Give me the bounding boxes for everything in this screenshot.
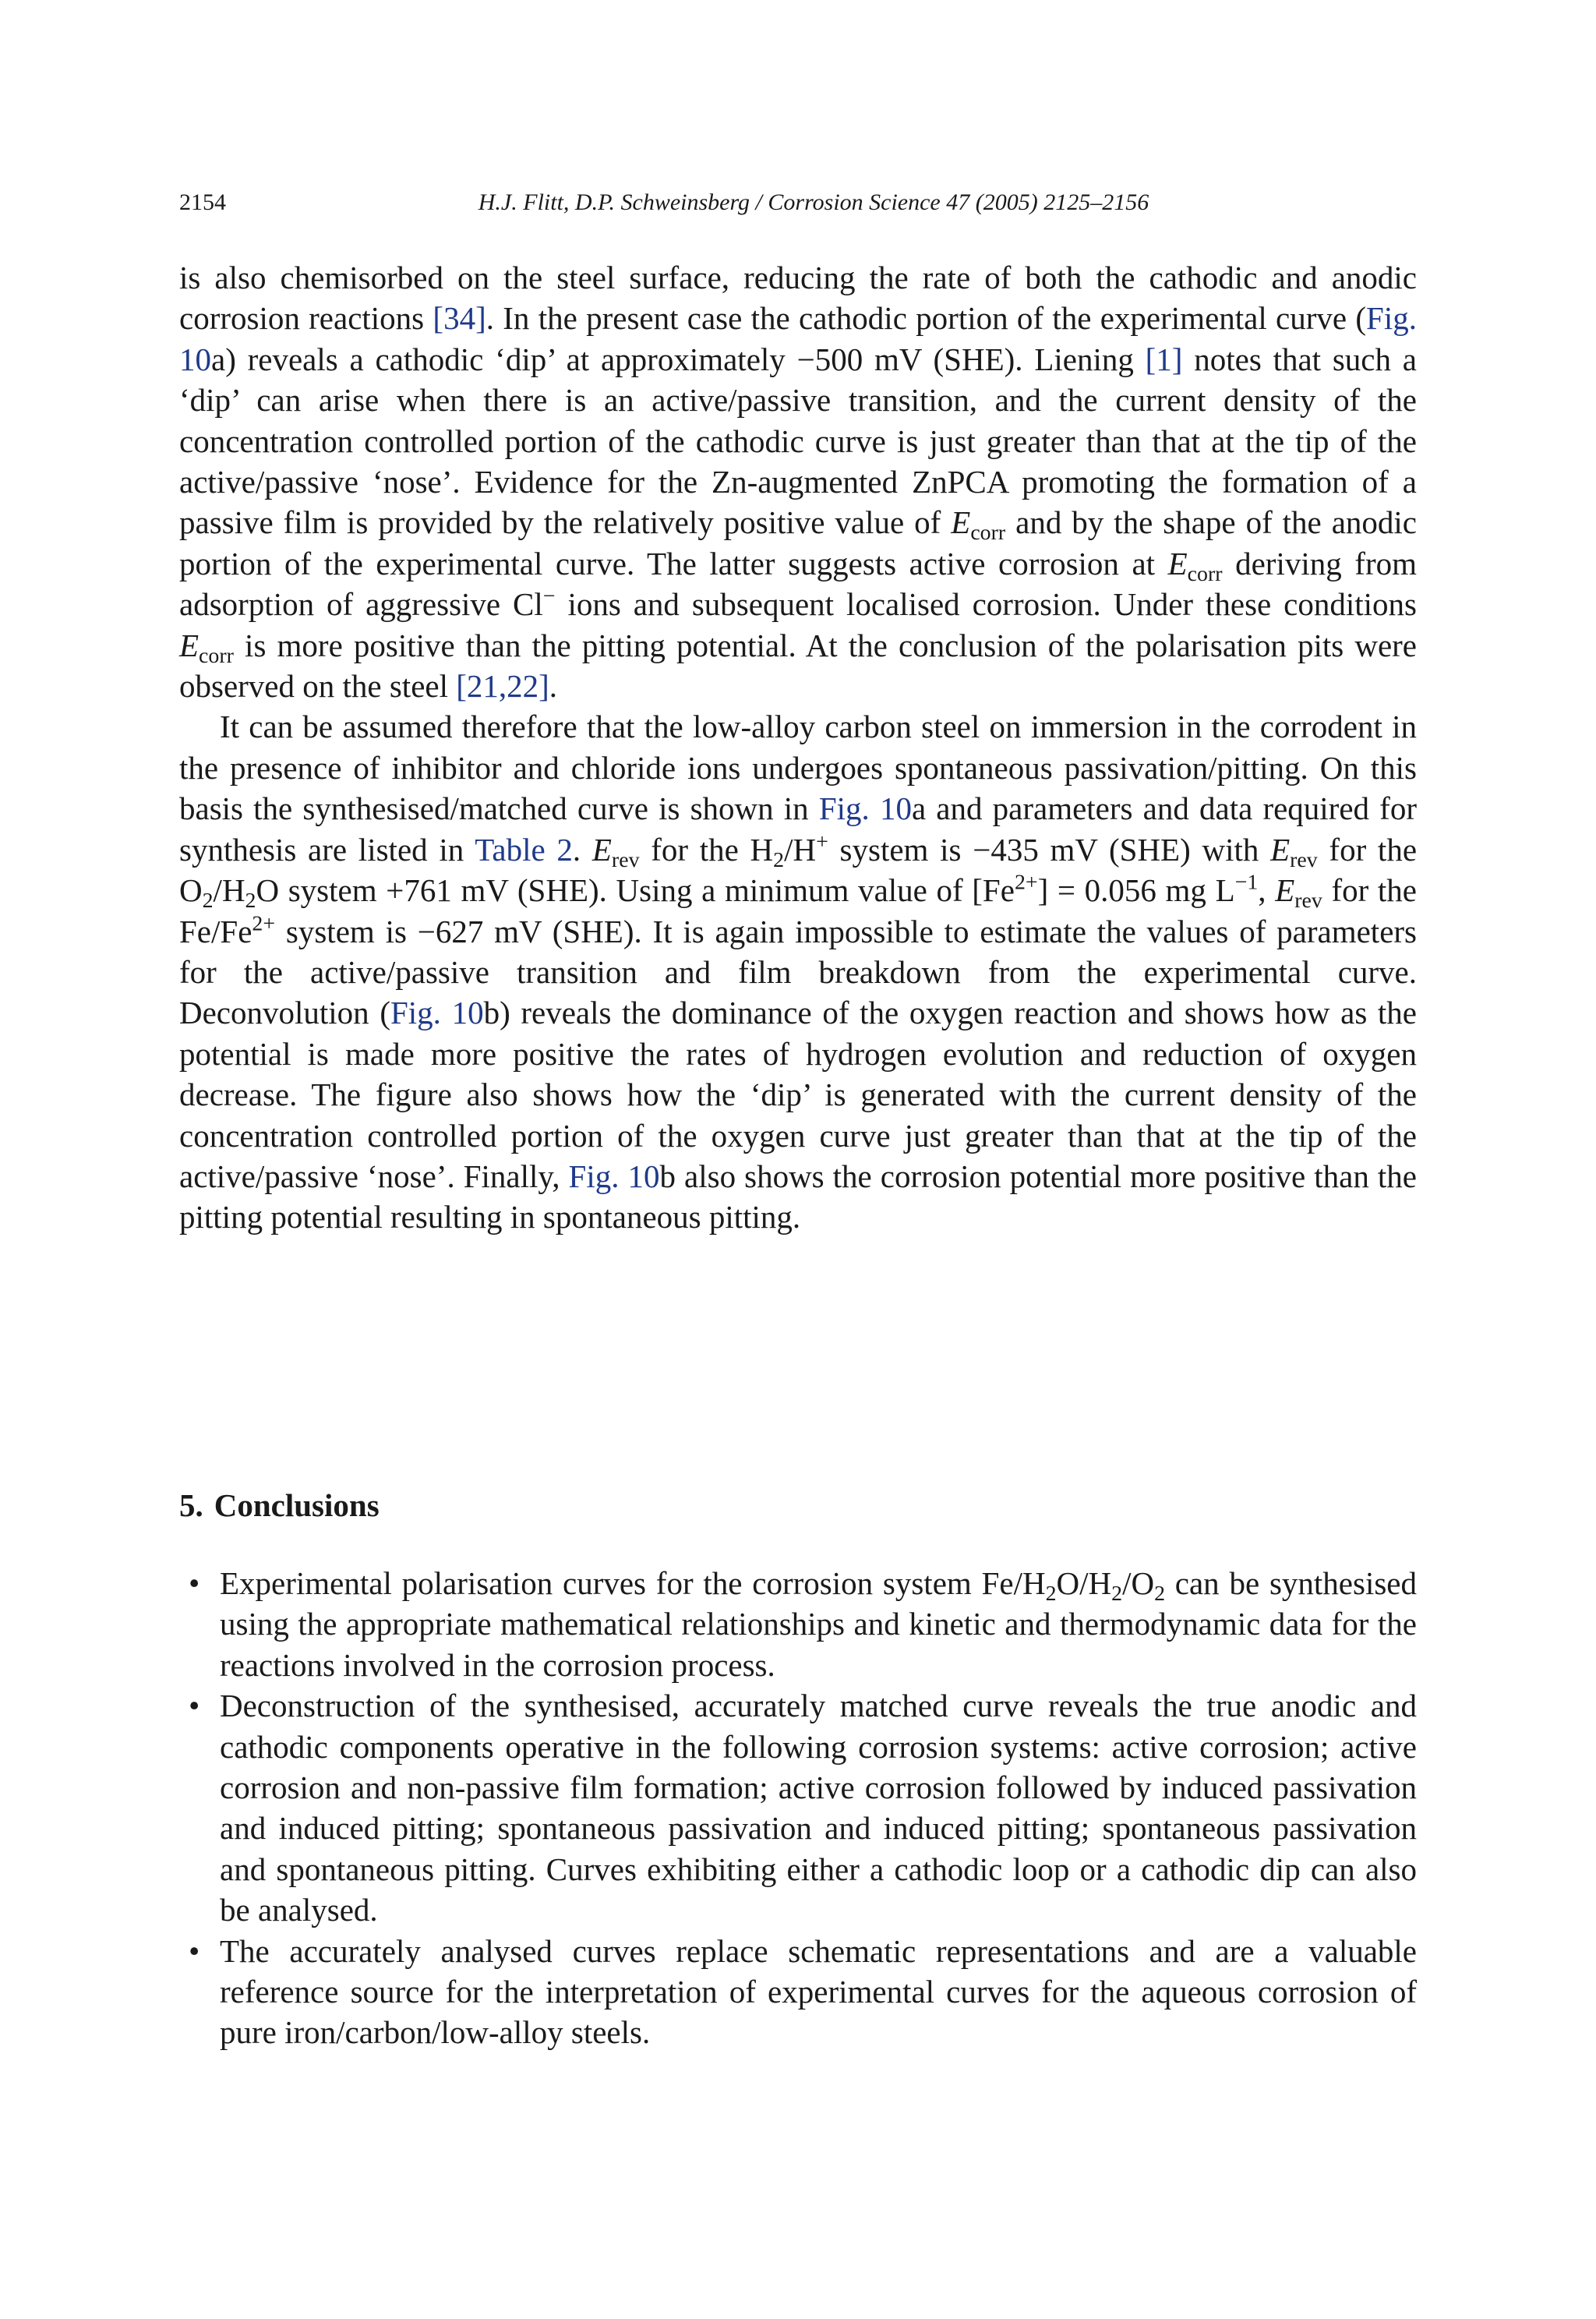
figure-link-10b[interactable]: Fig. 10 — [568, 1158, 660, 1194]
conclusions-list — [179, 1563, 1417, 2053]
list-item: • Deconstruction of the synthesised, accurately matched curve reveals the true anodic and cathodic components operative in the following corrosion systems: active corrosion; active corrosion and non-passive film formation; active corrosion followed by induced passivation and induced pitting; spontaneous passivation and induced pitting; spontaneous passivation and spontaneous pitting. Curves exhibiting either a cathodic loop or a cathodic dip can also be analysed. — [179, 1685, 1417, 1930]
paragraph-1: is also chemisorbed on the steel surface, reducing the rate of both the cathodic and anodic corrosion reactions [34]. In the present case the cathodic portion of the experimental curve (Fig. 10a) reveals a cathodic ‘dip’ at approximately −500 mV (SHE). Liening [1] notes that such a ‘dip’ can arise when there is an active/passive transition, and the current density of the concentration controlled portion of the cathodic curve is just greater than that at the tip of the active/passive ‘nose’. Evidence for the Zn-augmented ZnPCA promoting the formation of a passive film is provided by the relatively positive value of $E_{corr}$ and by the shape of the anodic portion of the experimental curve. The latter suggests active corrosion at $E_{corr}$ deriving from adsorption of aggressive Cl− ions and subsequent localised corrosion. Under these conditions $E_{corr}$ is more positive than the pitting potential. At the conclusion of the polarisation pits were observed on the steel [21,22]. — [179, 260, 1417, 705]
figure-link-10a[interactable]: Fig. 10 — [818, 790, 912, 827]
paragraph-2: It can be assumed therefore that the low-alloy carbon steel on immersion in the corrodent in the presence of inhibitor and chloride ions undergoes spontaneous passivation/pitting. On this basis the synthesised/matched curve is shown in Fig. 10a and parameters and data required for synthesis are listed in Table 2. $E_{rev}$ for the $H_2/H^+$ system is −435 mV (SHE) with $E_{rev}$ for the $O_2/H_2O$ system +761 mV (SHE). Using a minimum value of $[Fe^{2+}] = 0.056$ mg $L^{-1}$, $E_{rev}$ for the $Fe/Fe^{2+}$ system is −627 mV (SHE). It is again impossible to estimate the values of parameters for the active/passive transition and film breakdown from the experimental curve. Deconvolution (Fig. 10b) reveals the dominance of the oxygen reaction and shows how as the potential is made more positive the rates of hydrogen evolution and reduction of oxygen decrease. The figure also shows how the ‘dip’ is generated with the current density of the concentration controlled portion of the oxygen curve just greater than that at the tip of the active/passive ‘nose’. Finally, Fig. 10b also shows the corrosion potential more positive than the pitting potential resulting in spontaneous pitting. — [179, 709, 1418, 1236]
page-header — [179, 187, 1417, 218]
figure-link-10b[interactable]: Fig. 10 — [390, 995, 484, 1031]
citation-link-21-22[interactable]: [21,22] — [456, 668, 549, 705]
list-item: • The accurately analysed curves replace schematic representations and are a valuable reference source for the interpretation of experimental curves for the aqueous corrosion of pure iron/carbon/low-alloy steels. — [179, 1931, 1417, 2053]
running-head: H.J. Flitt, D.P. Schweinsberg / Corrosion Science 47 (2005) 2125–2156 — [478, 189, 1149, 215]
figure-link-10a[interactable]: Fig. 10 — [179, 300, 1417, 377]
section-title: Conclusions — [214, 1487, 380, 1523]
section-heading-conclusions — [179, 1485, 1417, 1525]
bullet-icon: • — [189, 1565, 200, 1601]
table-link-2[interactable]: Table 2 — [475, 831, 573, 868]
bullet-icon: • — [189, 1932, 200, 1969]
bullet-icon: • — [189, 1688, 200, 1724]
section-number: 5. — [179, 1487, 203, 1523]
page-number: 2154 — [179, 189, 226, 215]
citation-link-1[interactable]: [1] — [1145, 341, 1183, 377]
citation-link-34[interactable]: [34] — [433, 300, 486, 337]
list-item: • Experimental polarisation curves for the corrosion system $Fe/H_2O/H_2/O_2$ can be synthesised using the appropriate mathematical relationships and kinetic and thermodynamic data for the reactions involved in the corrosion process. — [179, 1563, 1417, 1685]
body-text — [179, 257, 1417, 1238]
